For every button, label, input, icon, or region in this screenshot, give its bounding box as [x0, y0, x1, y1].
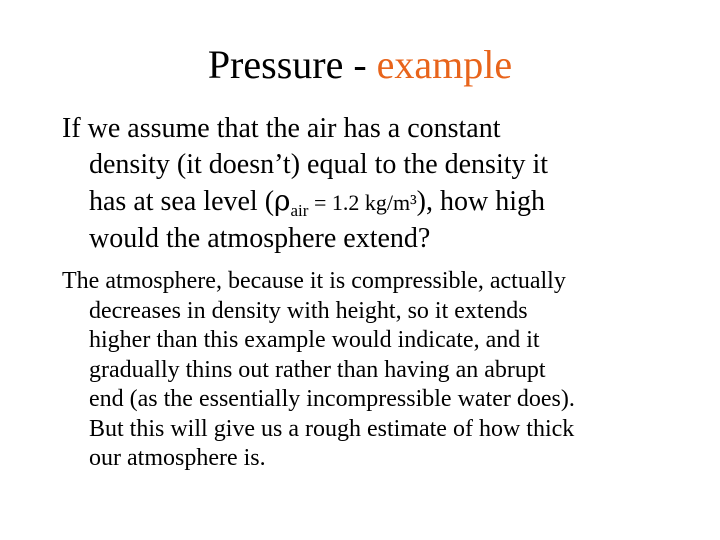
explanation-line-4: gradually thins out rather than having an abrupt: [89, 356, 546, 383]
question-line-4: would the atmosphere extend?: [89, 223, 431, 254]
explanation-paragraph: [62, 267, 666, 474]
explanation-line-5: end (as the essentially incompressible water does).: [89, 386, 575, 412]
question-line-3-end: ), how high: [416, 186, 545, 217]
question-line-1: If we assume that the air has a constant: [62, 113, 501, 144]
question-line-3: [62, 183, 662, 221]
explanation-line-3: higher than this example would indicate, and it: [89, 327, 540, 353]
title-main: Pressure -: [207, 42, 377, 87]
explanation-line-6: But this will give us a rough estimate of how thick: [89, 415, 575, 442]
explanation-line-2: decreases in density with height, so it extends: [89, 297, 528, 324]
question-line-3-start: has at sea level (: [89, 186, 275, 217]
explanation-line-7: our atmosphere is.: [89, 445, 266, 471]
explanation-line-1: The atmosphere, because it is compressible, actually: [62, 268, 566, 294]
air-density-value: = 1.2 kg/m³: [308, 190, 417, 215]
rho-subscript: air: [290, 201, 309, 220]
rho-symbol: ρ: [274, 184, 291, 217]
question-line-2: density (it doesn’t) equal to the density it: [89, 149, 549, 180]
slide-title: [0, 40, 720, 90]
question-paragraph: [62, 111, 662, 257]
title-accent: example: [376, 42, 513, 87]
